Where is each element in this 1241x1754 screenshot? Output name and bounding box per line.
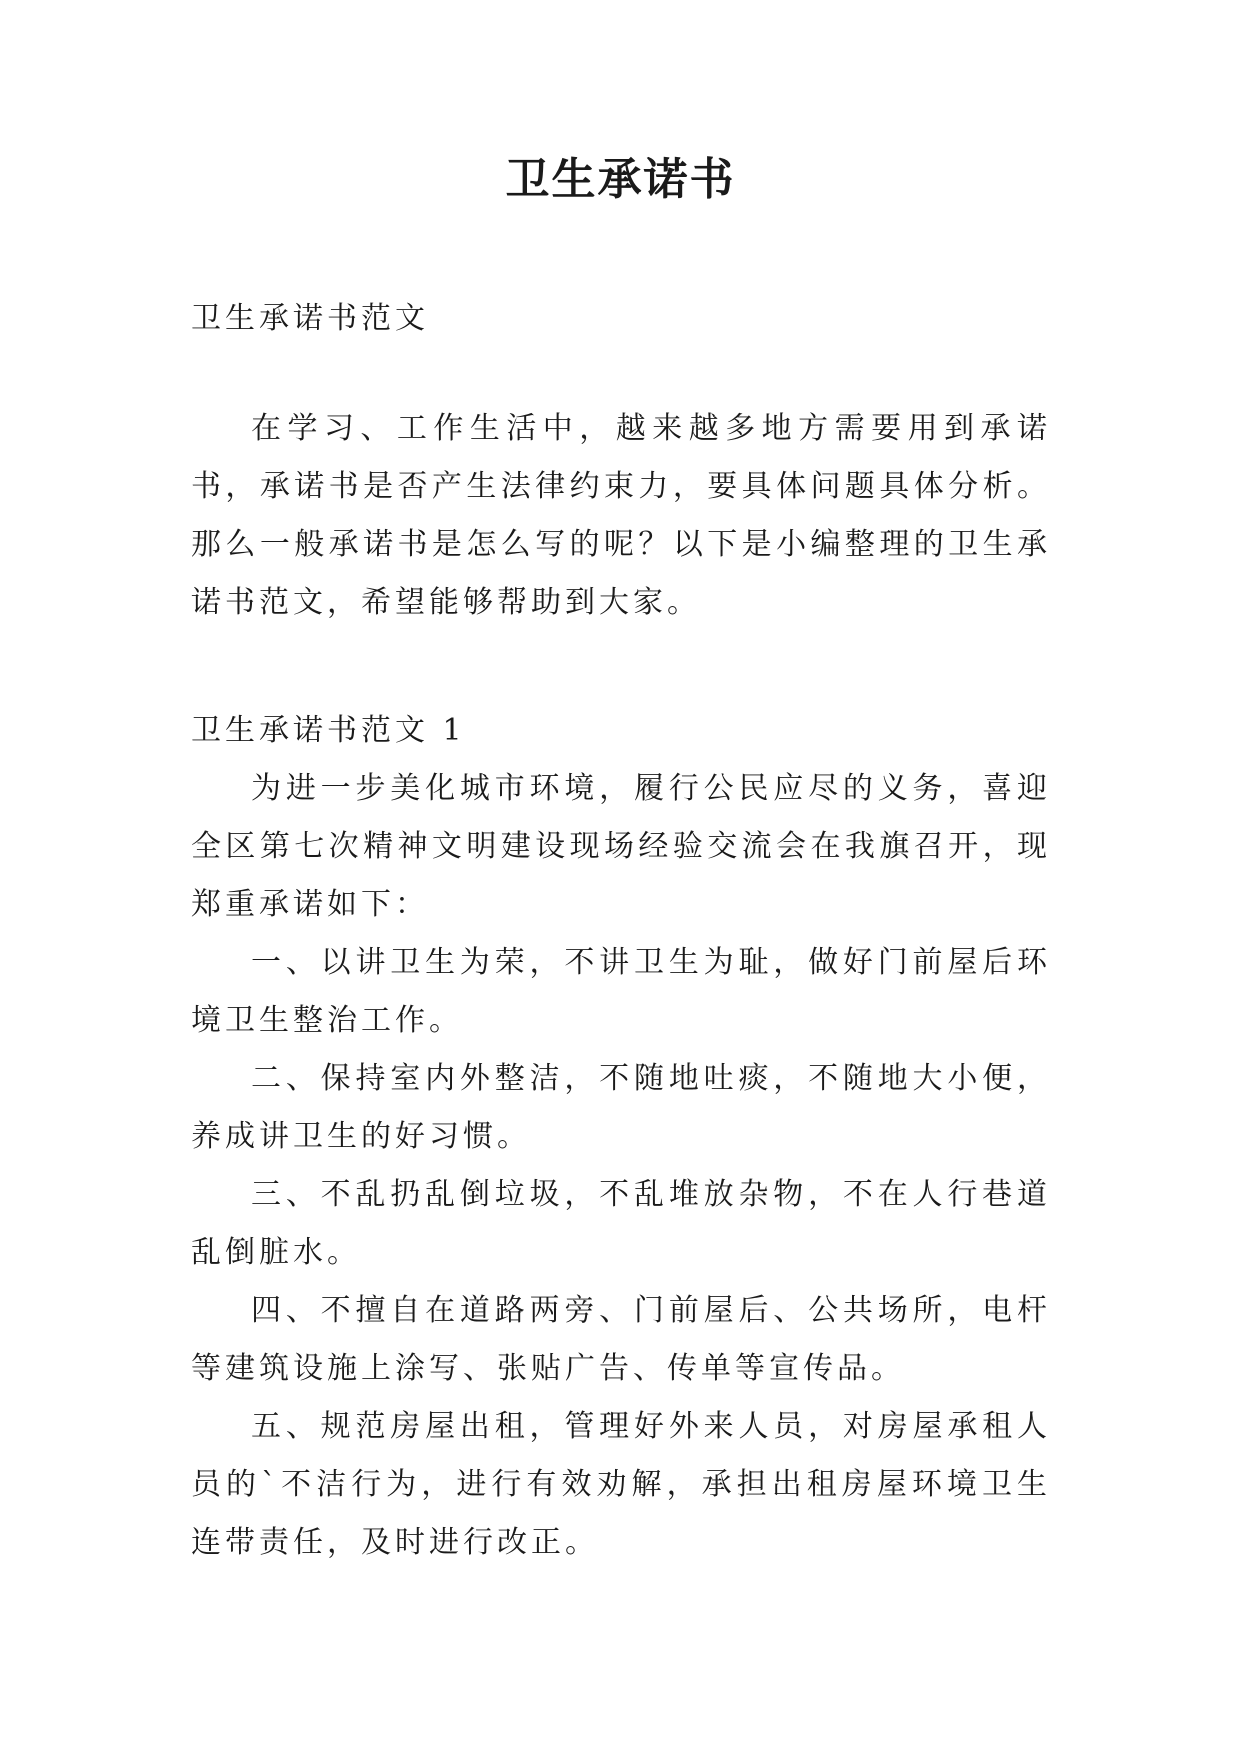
paragraph-preamble: 为进一步美化城市环境，履行公民应尽的义务，喜迎全区第七次精神文明建设现场经验交流会在我旗召开，现郑重承诺如下： <box>191 771 1051 922</box>
section-body <box>191 760 1051 1572</box>
paragraph-item-1: 一、以讲卫生为荣，不讲卫生为耻，做好门前屋后环境卫生整治工作。 <box>191 945 1051 1038</box>
document-title: 卫生承诺书 <box>505 154 736 205</box>
document-subtitle: 卫生承诺书范文 <box>191 301 429 336</box>
paragraph-item-3: 三、不乱扔乱倒垃圾，不乱堆放杂物，不在人行巷道乱倒脏水。 <box>191 1177 1051 1270</box>
paragraph-item-2: 二、保持室内外整洁，不随地吐痰，不随地大小便，养成讲卫生的好习惯。 <box>191 1061 1051 1154</box>
section-title: 卫生承诺书范文 1 <box>191 713 466 748</box>
paragraph-item-5: 五、规范房屋出租，管理好外来人员，对房屋承租人员的`不洁行为，进行有效劝解，承担出租房屋环境卫生连带责任，及时进行改正。 <box>191 1409 1051 1560</box>
paragraph-item-4: 四、不擅自在道路两旁、门前屋后、公共场所，电杆等建筑设施上涂写、张贴广告、传单等宣传品。 <box>191 1293 1051 1386</box>
intro-paragraph: 在学习、工作生活中，越来越多地方需要用到承诺书，承诺书是否产生法律约束力，要具体问题具体分析。那么一般承诺书是怎么写的呢？以下是小编整理的卫生承诺书范文，希望能够帮助到大家。 <box>191 411 1051 620</box>
